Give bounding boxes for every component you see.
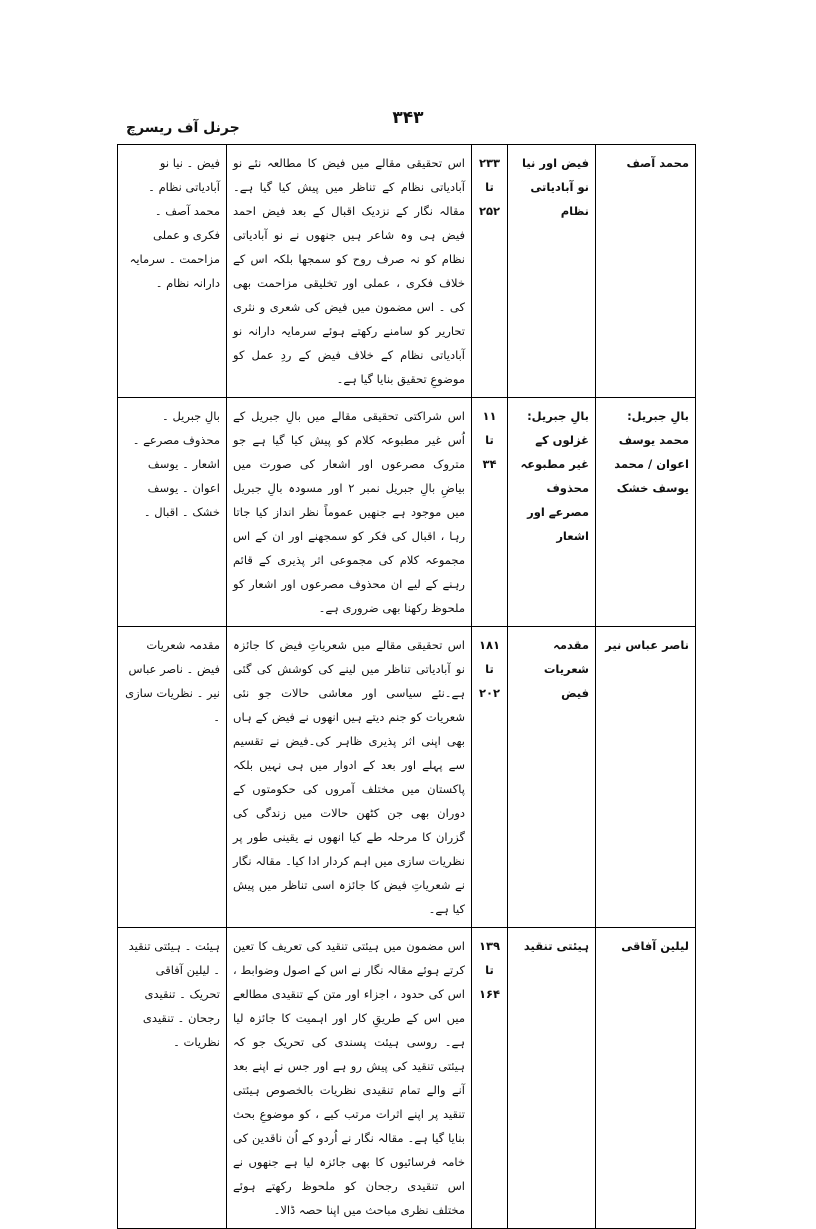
keywords-cell: فیض ۔ نیا نو آبادیاتی نظام ۔ محمد آصف ۔ فکری و عملی مزاحمت ۔ سرمایہ دارانہ نظام ۔ [118, 145, 227, 398]
pages-cell [472, 398, 508, 627]
page-sep: تا [485, 180, 494, 194]
page-number: ۳۴۳ [392, 108, 424, 128]
pages-cell [472, 145, 508, 398]
bibliography-table [117, 144, 696, 1229]
summary-cell: اس تحقیقی مقالے میں شعریاتِ فیض کا جائزہ نو آبادیاتی تناظر میں لینے کی کوشش کی گئی ہے۔نئے سیاسی اور معاشی حالات جو نئی شعریات کو جنم دیتے ہیں انھوں نے فیض کے ہاں بھی اپنی اثر پذیری ظاہر کی۔فیض نے تقسیم سے پہلے اور بعد کے ادوار میں ہی نہیں بلکہ پاکستان میں مختلف آمروں کی حکومتوں کے دوران بھی جن کٹھن حالات میں زندگی کی گزران کا مرحلہ طے کیا انھوں نے یقینی طور پر نظریات سازی میں اہم کردار ادا کیا۔ مقالہ نگار نے شعریاتِ فیض کا جائزہ اسی تناظر میں پیش کیا ہے۔ [227, 627, 472, 928]
page-from: ۱۱ [482, 409, 497, 423]
author-cell: ناصر عباس نیر [596, 627, 696, 928]
author-cell: لیلین آفاقی [596, 928, 696, 1229]
summary-cell: اس تحقیقی مقالے میں فیض کا مطالعہ نئے نو آبادیاتی نظام کے تناظر میں پیش کیا گیا ہے۔مقالہ نگار کے نزدیک اقبال کے بعد فیض احمد فیض ہی وہ شاعر ہیں جنھوں نے نو آبادیاتی نظام کو نہ صرف روح کو سمجھا بلکہ اس کے خلاف فکری ، عملی اور تخلیقی مزاحمت بھی کی ۔ اس مضمون میں فیض کی شعری و نثری تحاریر کو سامنے رکھتے ہوئے سرمایہ دارانہ نو آبادیاتی نظام کے خلاف فیض کے ردِ عمل کو موضوعِ تحقیق بنایا گیا ہے۔ [227, 145, 472, 398]
table-row [118, 928, 696, 1229]
keywords-cell: بالِ جبریل ۔ محذوف مصرعے ۔ اشعار ۔ یوسف اعوان ۔ یوسف خشک ۔ اقبال ۔ [118, 398, 227, 627]
summary-cell: اس مضمون میں ہیئتی تنقید کی تعریف کا تعین کرتے ہوئے مقالہ نگار نے اس کے اصول وضوابط ، اس کی حدود ، اجزاء اور متن کے تنقیدی مطالعے میں اس کے طریقِ کار اور اہمیت کا جائزہ لیا ہے۔ روسی ہیئت پسندی کی تحریک جو کہ ہیئتی تنقید کی پیش رو ہے اور جس نے اپنے بعد آنے والے تمام تنقیدی نظریات بالخصوص ہیئتی تنقید پر اپنے اثرات مرتب کیے ، کو موضوعِ بحث بنایا گیا ہے۔ مقالہ نگار نے اُردو کے اُن ناقدین کی خامہ فرسائیوں کا بھی جائزہ لیا ہے جنھوں نے اس تنقیدی رجحان کو ملحوظ رکھتے ہوئے مختلف نظری مباحث میں اپنا حصہ ڈالا۔ [227, 928, 472, 1229]
keywords-cell: ہیئت ۔ ہیئتی تنقید ۔ لیلین آفاقی تحریک ۔ تنقیدی رجحان ۔ تنقیدی نظریات ۔ [118, 928, 227, 1229]
title-cell: ہیئتی تنقید [508, 928, 596, 1229]
title-cell: مقدمہ شعریات فیض [508, 627, 596, 928]
running-title: جرنل آف ریسرچ [126, 120, 240, 136]
page-from: ۱۳۹ [478, 939, 501, 953]
page-sep: تا [485, 662, 494, 676]
page-sep: تا [485, 963, 494, 977]
page-sep: تا [485, 433, 494, 447]
table-row [118, 145, 696, 398]
page-from: ۲۳۳ [478, 156, 501, 170]
page-to: ۲۰۲ [478, 686, 501, 700]
pages-cell [472, 627, 508, 928]
table-row [118, 627, 696, 928]
title-cell: فیض اور نیا نو آبادیاتی نظام [508, 145, 596, 398]
page-to: ۳۴ [482, 457, 497, 471]
page-to: ۱۶۴ [478, 987, 501, 1001]
title-cell: بالِ جبریل: غزلوں کے غیر مطبوعہ محذوف مصرعے اور اشعار [508, 398, 596, 627]
author-cell: محمد آصف [596, 145, 696, 398]
page-to: ۲۵۲ [478, 204, 501, 218]
pages-cell [472, 928, 508, 1229]
table-row [118, 398, 696, 627]
summary-cell: اس شراکتی تحقیقی مقالے میں بالِ جبریل کے اُس غیر مطبوعہ کلام کو پیش کیا گیا ہے جو متروک مصرعوں اور اشعار کی صورت میں بیاضِ بالِ جبریل نمبر ۲ اور مسودہ بالِ جبریل میں موجود ہے جنھیں عموماً نظر انداز کیا جاتا رہا ، اقبال کی فکر کو سمجھنے اور ان کے اس مجموعہ کلام کی مجموعی اثر پذیری کے قائم رہنے کے لیے ان محذوف مصرعوں اور اشعار کو ملحوظ رکھنا بھی ضروری ہے۔ [227, 398, 472, 627]
page-from: ۱۸۱ [478, 638, 501, 652]
author-cell: بالِ جبریل: محمد یوسف اعوان / محمد یوسف خشک [596, 398, 696, 627]
keywords-cell: مقدمہ شعریات فیض ۔ ناصر عباس نیر ۔ نظریات سازی ۔ [118, 627, 227, 928]
